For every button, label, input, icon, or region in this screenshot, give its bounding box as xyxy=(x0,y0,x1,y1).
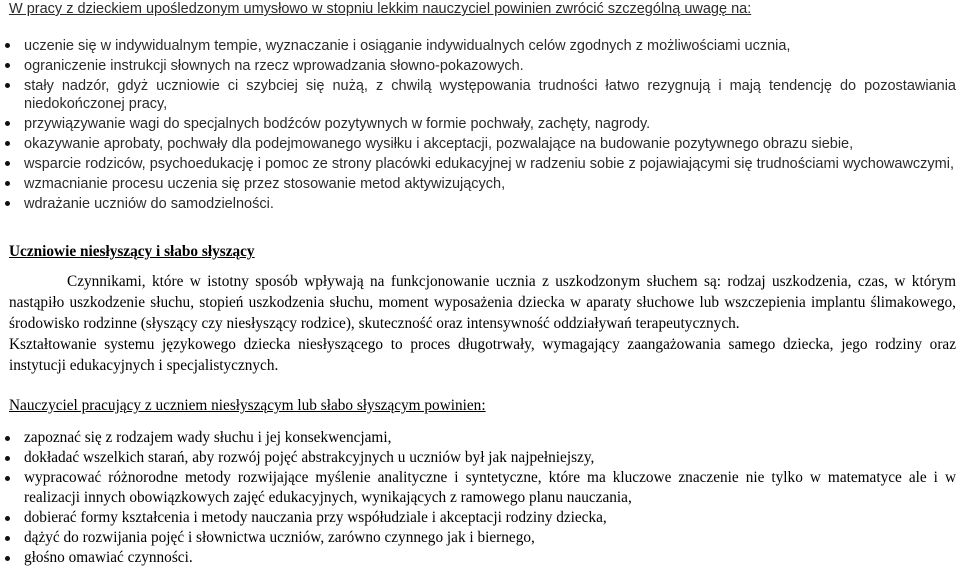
section-heading-intellectual-disability: W pracy z dzieckiem upośledzonym umysłowo w stopniu lekkim nauczyciel powinien zwrócić szczególną uwagę na: xyxy=(9,1,752,17)
list-item: wzmacnianie procesu uczenia się przez stosowanie metod aktywizujących, xyxy=(0,175,956,193)
list-item: wypracować różnorodne metody rozwijające myślenie analityczne i syntetyczne, które ma kluczowe znaczenie nie tylko w matematyce ale i w realizacji innych obowiązkowych zajęć edukacyjnych, wynikających z ramowego planu nauczania, xyxy=(0,468,956,508)
list-item: zapoznać się z rodzajem wady słuchu i jej konsekwencjami, xyxy=(0,428,956,448)
list-item: ograniczenie instrukcji słownych na rzecz wprowadzania słowno-pokazowych. xyxy=(0,57,956,75)
list-item: stały nadzór, gdyż uczniowie ci szybciej się nużą, z chwilą występowania trudności łatwo rezygnują i mają tendencję do pozostawiania niedokończonej pracy, xyxy=(0,77,956,113)
section-heading-teacher-duties: Nauczyciel pracujący z uczniem niesłyszącym lub słabo słyszącym powinien: xyxy=(9,397,486,414)
list-item: głośno omawiać czynności. xyxy=(0,548,956,568)
list-item: wsparcie rodziców, psychoedukację i pomoc ze strony placówki edukacyjnej w radzeniu sobie z pojawiającymi się trudnościami wychowawczymi, xyxy=(0,155,956,173)
list-item: uczenie się w indywidualnym tempie, wyznaczanie i osiąganie indywidualnych celów zgodnych z możliwościami ucznia, xyxy=(0,37,956,55)
list-item: dokładać wszelkich starań, aby rozwój pojęć abstrakcyjnych u uczniów był jak najpełniejszy, xyxy=(0,448,956,468)
list-item: okazywanie aprobaty, pochwały dla podejmowanego wysiłku i akceptacji, pozwalające na budowanie pozytywnego obrazu siebie, xyxy=(0,135,956,153)
list-item: dążyć do rozwijania pojęć i słownictwa uczniów, zarówno czynnego jak i biernego, xyxy=(0,528,956,548)
paragraph: Kształtowanie systemu językowego dziecka niesłyszącego to proces długotrwały, wymagający zaangażowania samego dziecka, jego rodziny oraz instytucji edukacyjnych i specjalistycznych. xyxy=(9,336,956,374)
list-item: wdrażanie uczniów do samodzielności. xyxy=(0,195,956,213)
list-item: dobierać formy kształcenia i metody nauczania przy współudziale i akceptacji rodziny dziecka, xyxy=(0,508,956,528)
hearing-impaired-description xyxy=(9,271,956,376)
paragraph: Czynnikami, które w istotny sposób wpływają na funkcjonowanie ucznia z uszkodzonym słuchem są: rodzaj uszkodzenia, czas, w którym nastąpiło uszkodzenie słuchu, stopień uszkodzenia słuchu, moment wyposażenia dziecka w aparaty słuchowe lub wszczepienia implantu ślimakowego, środowisko rodzinne (słyszący czy niesłyszący rodzice), skuteczność oraz intensywność oddziaływań terapeutycznych. xyxy=(9,273,956,332)
intellectual-disability-list xyxy=(0,37,956,215)
teacher-duties-list xyxy=(0,428,956,568)
section-heading-hearing-impaired: Uczniowie niesłyszący i słabo słyszący xyxy=(9,243,255,260)
list-item: przywiązywanie wagi do specjalnych bodźców pozytywnych w formie pochwały, zachęty, nagrody. xyxy=(0,115,956,133)
